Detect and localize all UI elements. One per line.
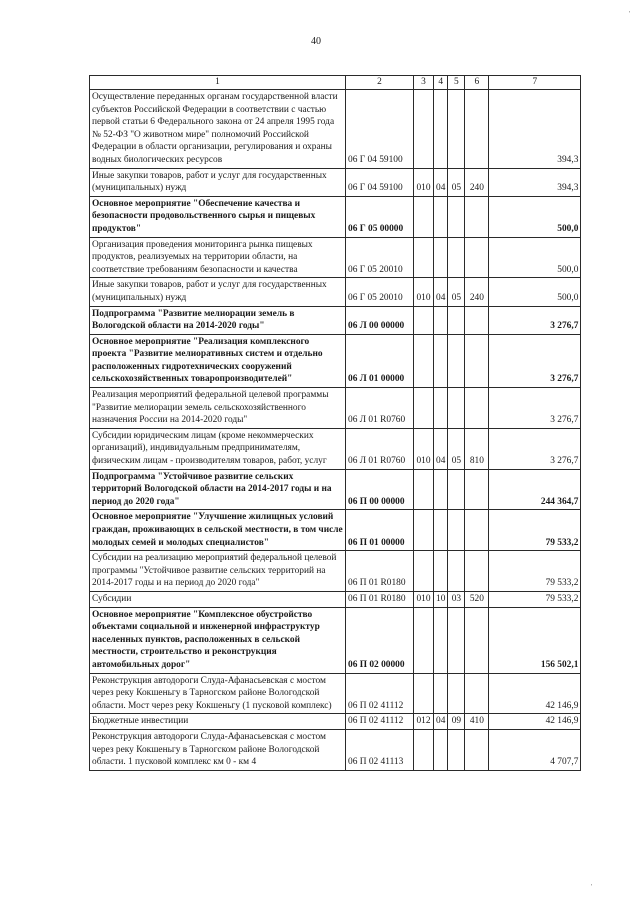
row-subsection: [448, 306, 465, 334]
row-section: 04: [434, 714, 448, 730]
row-code: 06 П 02 41113: [346, 729, 414, 770]
row-code: 06 П 01 R0180: [346, 591, 414, 607]
row-code: 06 П 02 41112: [346, 714, 414, 730]
row-amount: 42 146,9: [489, 714, 581, 730]
table-body: [90, 76, 581, 771]
table-row: [90, 196, 581, 237]
row-expense-type: [465, 306, 489, 334]
row-subsection: 03: [448, 591, 465, 607]
row-code: 06 Л 01 R0760: [346, 388, 414, 429]
header-cell-4: 4: [434, 76, 448, 90]
row-section: [434, 90, 448, 169]
row-subsection: [448, 673, 465, 714]
row-code: 06 Л 01 R0760: [346, 428, 414, 469]
row-amount: 3 276,7: [489, 334, 581, 387]
table-row: [90, 306, 581, 334]
row-section: 04: [434, 428, 448, 469]
row-name: Организация проведения мониторинга рынка пищевых продуктов, реализуемых на территории области, на соответствие требованиям безопасности и качества: [90, 237, 346, 278]
row-ministry-code: 010: [414, 168, 434, 196]
row-subsection: [448, 196, 465, 237]
table-row: [90, 334, 581, 387]
row-subsection: [448, 388, 465, 429]
row-amount: 500,0: [489, 278, 581, 306]
row-section: [434, 469, 448, 510]
table-row: [90, 551, 581, 592]
row-amount: 156 502,1: [489, 607, 581, 673]
header-cell-2: 2: [346, 76, 414, 90]
row-name: Осуществление переданных органам государственной власти субъектов Российской Федерации в соответствии с частью первой статьи 6 Федерального закона от 24 апреля 1995 года № 52-ФЗ "О животном мире" полномочий Российской Федерации в области организации, регулирования и охраны водных биологических ресурсов: [90, 90, 346, 169]
row-section: [434, 388, 448, 429]
row-code: 06 Г 05 20010: [346, 237, 414, 278]
row-amount: 500,0: [489, 196, 581, 237]
row-ministry-code: 010: [414, 428, 434, 469]
row-ministry-code: [414, 90, 434, 169]
row-subsection: 09: [448, 714, 465, 730]
row-expense-type: 240: [465, 278, 489, 306]
header-cell-7: 7: [489, 76, 581, 90]
row-code: 06 Л 00 00000: [346, 306, 414, 334]
row-ministry-code: 010: [414, 278, 434, 306]
scan-mark-top: ': [628, 10, 630, 18]
row-name: Реконструкция автодороги Слуда-Афанасьевская с мостом через реку Кокшеньгу в Тарногском районе Вологодской области. 1 пусковой комплекс км 0 - км 4: [90, 729, 346, 770]
row-expense-type: 810: [465, 428, 489, 469]
row-code: 06 П 00 00000: [346, 469, 414, 510]
table-row: [90, 714, 581, 730]
row-amount: 42 146,9: [489, 673, 581, 714]
row-section: [434, 510, 448, 551]
row-name: Субсидии на реализацию мероприятий федеральной целевой программы "Устойчивое развитие сельских территорий на 2014-2017 годы и на период до 2020 года": [90, 551, 346, 592]
row-ministry-code: [414, 510, 434, 551]
header-cell-3: 3: [414, 76, 434, 90]
header-cell-1: 1: [90, 76, 346, 90]
table-row: [90, 469, 581, 510]
row-ministry-code: 012: [414, 714, 434, 730]
table-row: [90, 388, 581, 429]
row-subsection: [448, 469, 465, 510]
row-ministry-code: 010: [414, 591, 434, 607]
row-expense-type: 240: [465, 168, 489, 196]
row-amount: 4 707,7: [489, 729, 581, 770]
table-row: [90, 168, 581, 196]
row-ministry-code: [414, 196, 434, 237]
row-ministry-code: [414, 237, 434, 278]
row-ministry-code: [414, 388, 434, 429]
row-section: 04: [434, 168, 448, 196]
row-ministry-code: [414, 551, 434, 592]
table-row: [90, 237, 581, 278]
row-subsection: 05: [448, 428, 465, 469]
row-name: Подпрограмма "Устойчивое развитие сельских территорий Вологодской области на 2014-2017 годы и на период до 2020 года": [90, 469, 346, 510]
row-subsection: [448, 729, 465, 770]
row-section: [434, 196, 448, 237]
table-row: [90, 607, 581, 673]
row-ministry-code: [414, 469, 434, 510]
row-name: Реализация мероприятий федеральной целевой программы "Развитие мелиорации земель сельскохозяйственного назначения России на 2014-2020 годы": [90, 388, 346, 429]
row-subsection: [448, 607, 465, 673]
row-expense-type: [465, 388, 489, 429]
row-amount: 3 276,7: [489, 428, 581, 469]
table-row: [90, 729, 581, 770]
table-row: [90, 428, 581, 469]
row-subsection: [448, 237, 465, 278]
row-amount: 244 364,7: [489, 469, 581, 510]
row-subsection: [448, 510, 465, 551]
row-name: Иные закупки товаров, работ и услуг для государственных (муниципальных) нужд: [90, 278, 346, 306]
row-code: 06 Г 05 00000: [346, 196, 414, 237]
row-subsection: [448, 334, 465, 387]
row-name: Основное мероприятие "Обеспечение качества и безопасности продовольственного сырья и пищевых продуктов": [90, 196, 346, 237]
scan-mark-bottom: ': [590, 883, 592, 891]
header-row: [90, 76, 581, 90]
row-code: 06 Г 04 59100: [346, 90, 414, 169]
row-amount: 3 276,7: [489, 306, 581, 334]
row-name: Основное мероприятие "Реализация комплексного проекта "Развитие мелиоративных систем и отдельно расположенных гидротехнических сооружений сельскохозяйственных товаропроизводителей": [90, 334, 346, 387]
row-expense-type: [465, 551, 489, 592]
row-name: Бюджетные инвестиции: [90, 714, 346, 730]
row-section: [434, 729, 448, 770]
row-section: [434, 334, 448, 387]
row-section: [434, 607, 448, 673]
row-name: Основное мероприятие "Комплексное обустройство объектами социальной и инженерной инфраструктур населенных пунктов, расположенных в сельской местности, строительство и реконструкция автомобильных дорог": [90, 607, 346, 673]
row-amount: 79 533,2: [489, 510, 581, 551]
row-amount: 394,3: [489, 90, 581, 169]
row-section: [434, 306, 448, 334]
row-section: [434, 237, 448, 278]
row-name: Реконструкция автодороги Слуда-Афанасьевская с мостом через реку Кокшеньгу в Тарногском районе Вологодской области. Мост через реку Кокшеньгу (1 пусковой комплекс): [90, 673, 346, 714]
row-expense-type: [465, 673, 489, 714]
row-subsection: 05: [448, 278, 465, 306]
row-name: Субсидии юридическим лицам (кроме некоммерческих организаций), индивидуальным предпринимателям, физическим лицам - производителям товаров, работ, услуг: [90, 428, 346, 469]
row-name: Иные закупки товаров, работ и услуг для государственных (муниципальных) нужд: [90, 168, 346, 196]
row-amount: 500,0: [489, 237, 581, 278]
row-amount: 79 533,2: [489, 551, 581, 592]
row-name: Субсидии: [90, 591, 346, 607]
row-ministry-code: [414, 607, 434, 673]
row-code: 06 Г 04 59100: [346, 168, 414, 196]
row-section: [434, 673, 448, 714]
header-cell-5: 5: [448, 76, 465, 90]
row-amount: 79 533,2: [489, 591, 581, 607]
row-code: 06 П 01 00000: [346, 510, 414, 551]
row-subsection: 05: [448, 168, 465, 196]
row-code: 06 Г 05 20010: [346, 278, 414, 306]
row-amount: 3 276,7: [489, 388, 581, 429]
table-row: [90, 278, 581, 306]
table-row: [90, 673, 581, 714]
table-row: [90, 510, 581, 551]
table-row: [90, 591, 581, 607]
table-row: [90, 90, 581, 169]
row-name: Подпрограмма "Развитие мелиорации земель в Вологодской области на 2014-2020 годы": [90, 306, 346, 334]
row-expense-type: [465, 469, 489, 510]
row-section: 10: [434, 591, 448, 607]
row-expense-type: [465, 237, 489, 278]
row-amount: 394,3: [489, 168, 581, 196]
page-number: 40: [311, 36, 321, 47]
row-ministry-code: [414, 673, 434, 714]
row-ministry-code: [414, 306, 434, 334]
row-code: 06 П 02 41112: [346, 673, 414, 714]
row-subsection: [448, 90, 465, 169]
row-section: 04: [434, 278, 448, 306]
row-expense-type: [465, 90, 489, 169]
header-cell-6: 6: [465, 76, 489, 90]
row-expense-type: [465, 334, 489, 387]
row-ministry-code: [414, 729, 434, 770]
row-subsection: [448, 551, 465, 592]
row-code: 06 П 01 R0180: [346, 551, 414, 592]
row-expense-type: 520: [465, 591, 489, 607]
row-expense-type: 410: [465, 714, 489, 730]
row-name: Основное мероприятие "Улучшение жилищных условий граждан, проживающих в сельской местности, в том числе молодых семей и молодых специалистов": [90, 510, 346, 551]
budget-table: [89, 75, 581, 771]
row-expense-type: [465, 196, 489, 237]
row-ministry-code: [414, 334, 434, 387]
row-code: 06 Л 01 00000: [346, 334, 414, 387]
row-section: [434, 551, 448, 592]
row-expense-type: [465, 607, 489, 673]
row-expense-type: [465, 729, 489, 770]
row-code: 06 П 02 00000: [346, 607, 414, 673]
row-expense-type: [465, 510, 489, 551]
